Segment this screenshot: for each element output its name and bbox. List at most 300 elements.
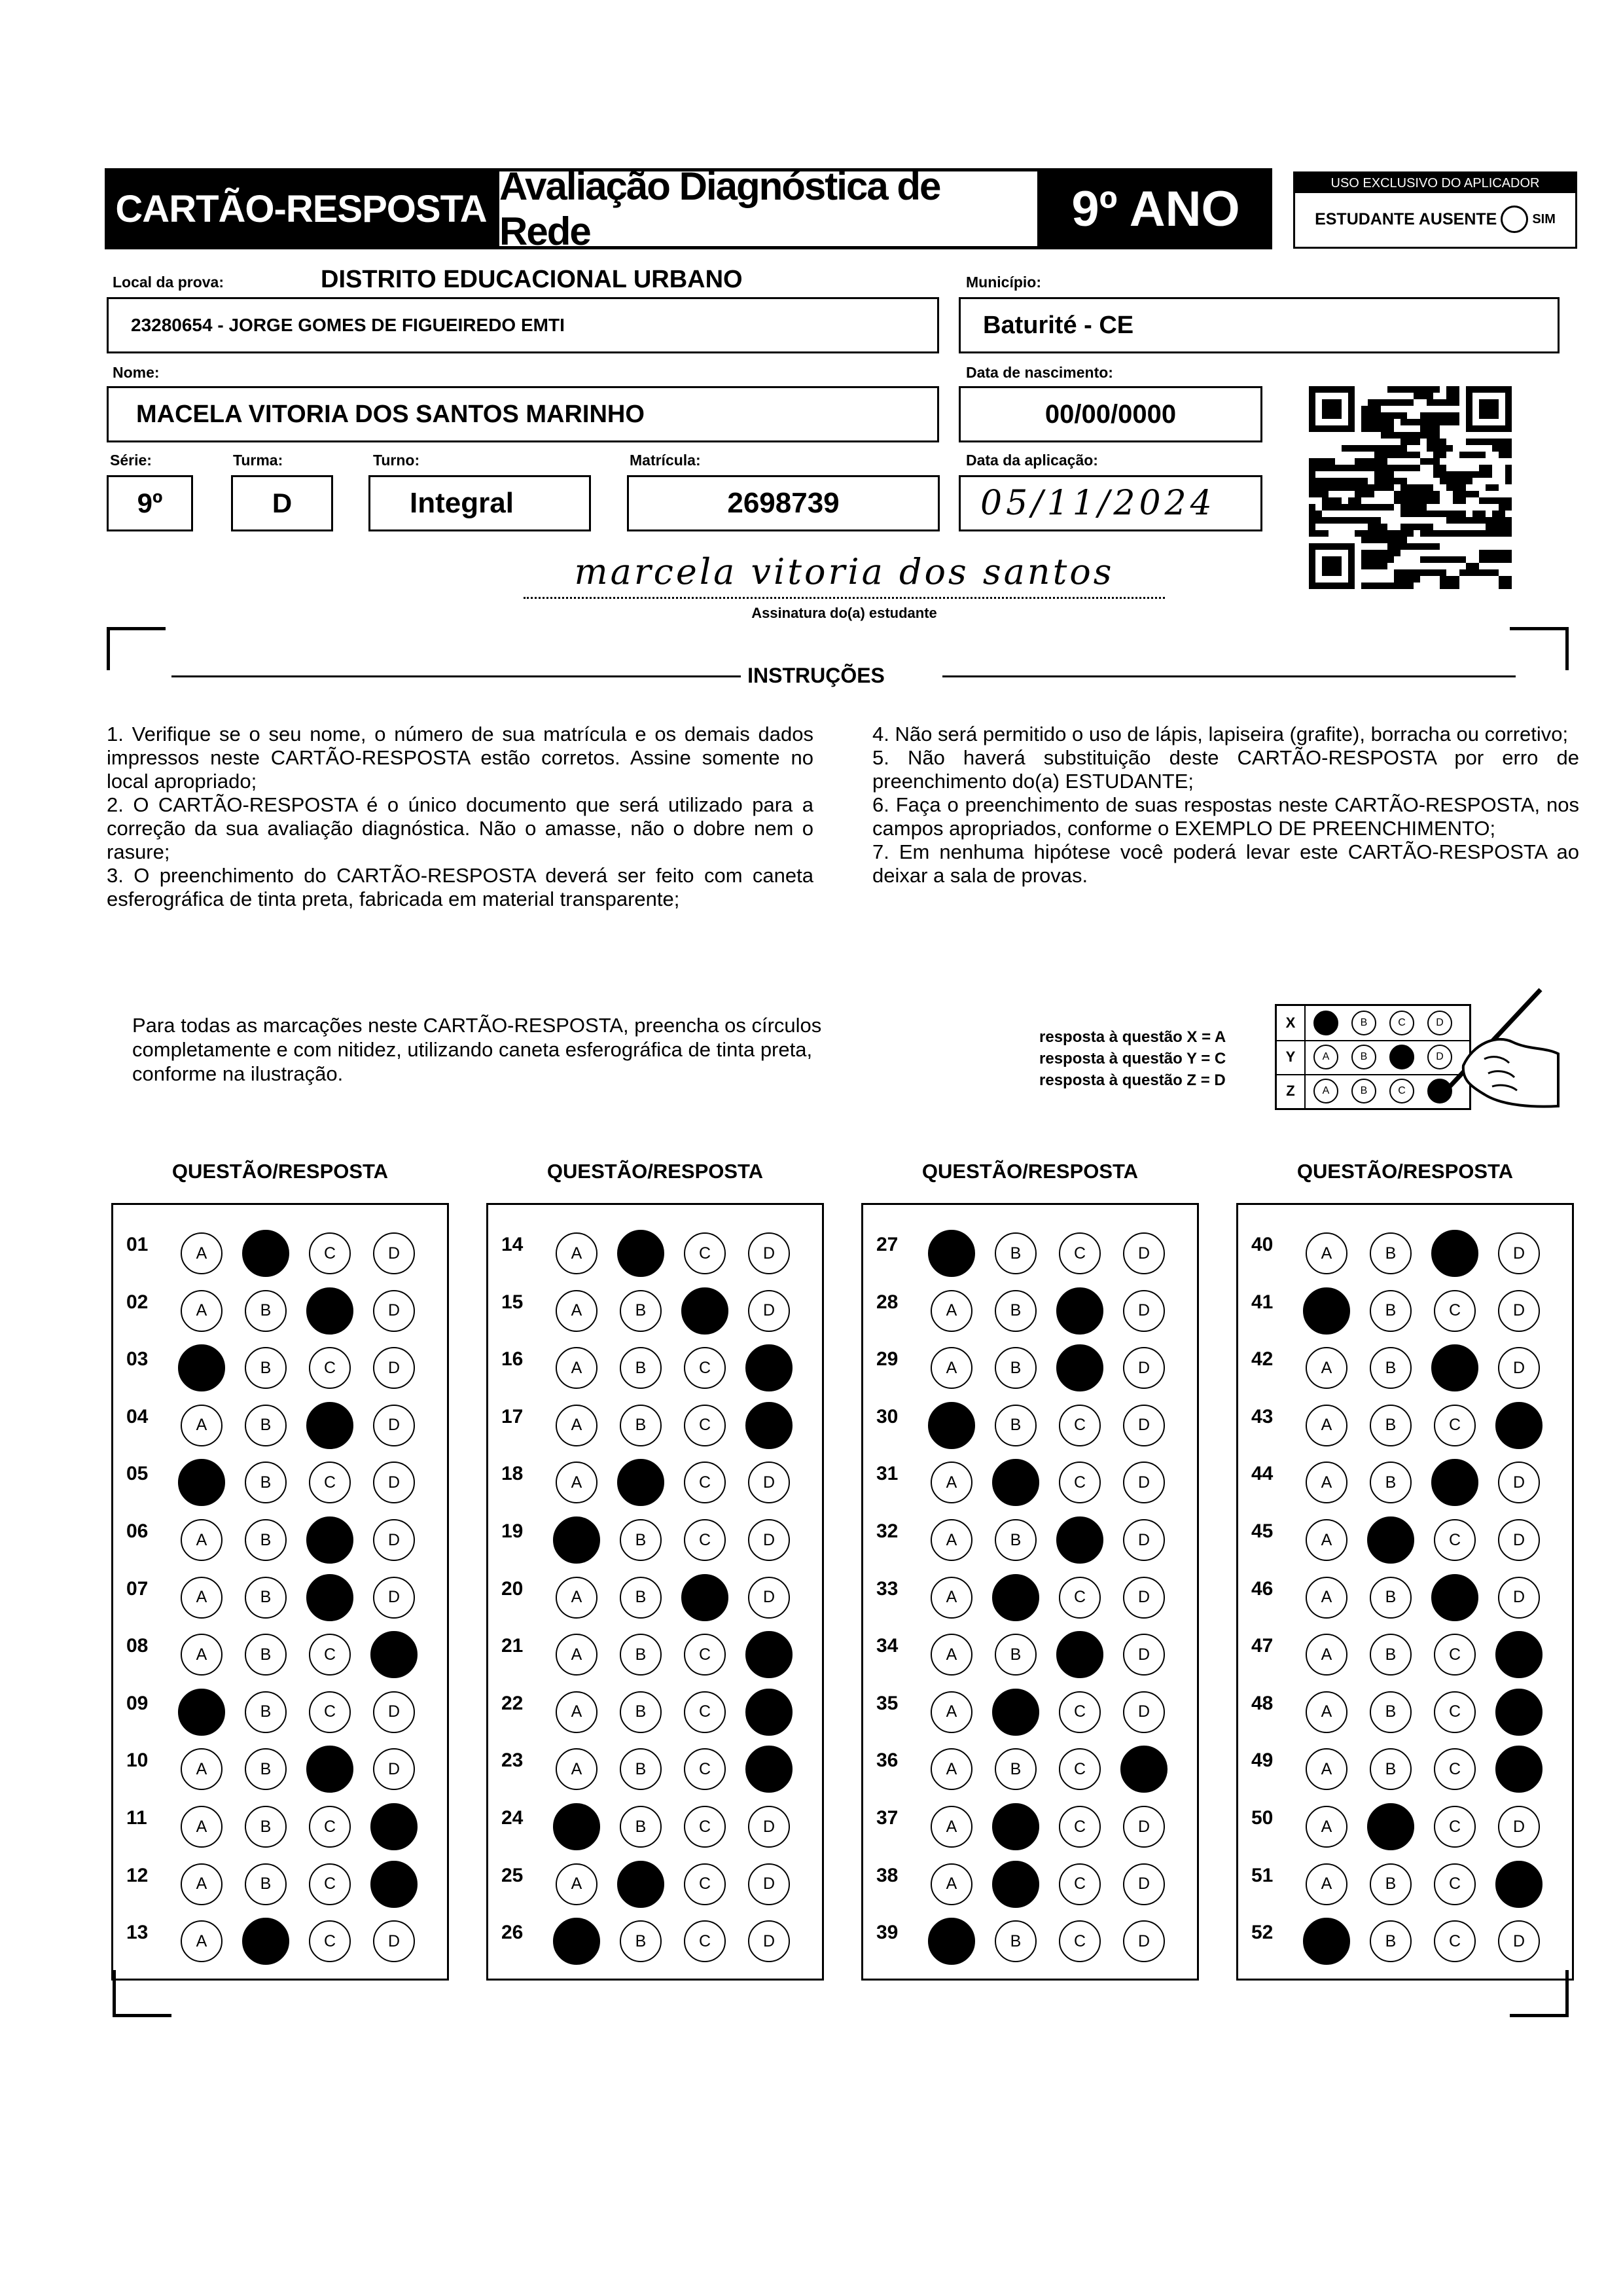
question-row [488, 1390, 822, 1447]
answer-bubble-c[interactable]: C [1434, 1519, 1476, 1561]
answer-bubble-a[interactable]: A [181, 1920, 223, 1962]
question-row [863, 1447, 1197, 1504]
answer-bubble-b[interactable]: B [245, 1634, 287, 1676]
answer-bubble-d[interactable]: D [373, 1462, 415, 1503]
question-row [1238, 1791, 1572, 1848]
corner-mark-bottom-right-v [1565, 1970, 1569, 2017]
answer-bubble-c[interactable]: C [1431, 1344, 1478, 1391]
answer-bubble-a[interactable]: A [556, 1405, 597, 1446]
answer-bubble-c[interactable]: C [309, 1462, 351, 1503]
instruction-1: 1. Verifique se o seu nome, o número de sua matrícula e os demais dados impressos neste CARTÃO-RESPOSTA estão corretos. Assine somente no local apropriado; [107, 723, 813, 793]
answer-bubble-a[interactable]: A [178, 1689, 225, 1736]
answer-bubble-b[interactable]: B [1370, 1232, 1412, 1274]
answer-bubble-c[interactable]: C [309, 1634, 351, 1676]
answer-bubble-c[interactable]: C [309, 1232, 351, 1274]
answer-bubble-b[interactable]: B [245, 1691, 287, 1733]
question-number: 46 [1251, 1577, 1274, 1600]
answer-bubble-d[interactable]: D [1123, 1405, 1165, 1446]
answer-bubble-d[interactable]: D [370, 1861, 418, 1908]
question-row [1238, 1390, 1572, 1447]
question-number: 14 [501, 1234, 524, 1255]
answer-bubble-d[interactable]: D [748, 1519, 790, 1561]
question-number: 08 [126, 1635, 149, 1657]
answer-bubble-a[interactable]: A [1306, 1232, 1347, 1274]
question-row [113, 1505, 447, 1562]
answer-bubble-d[interactable]: D [1123, 1290, 1165, 1332]
answer-bubble-d[interactable]: D [1123, 1806, 1165, 1848]
answer-bubble-a[interactable]: A [1306, 1519, 1347, 1561]
answer-bubble-b[interactable]: B [617, 1230, 664, 1277]
answer-bubble-d[interactable]: D [1498, 1920, 1540, 1962]
answer-bubble-a[interactable]: A [931, 1577, 972, 1619]
answer-bubble-d[interactable]: D [1498, 1347, 1540, 1389]
answer-bubble-c[interactable]: C [684, 1232, 726, 1274]
answer-bubble-c[interactable]: C [309, 1691, 351, 1733]
turno-label: Turno: [373, 452, 420, 469]
answer-bubble-c[interactable]: C [1059, 1920, 1101, 1962]
answer-bubble-b[interactable]: B [245, 1405, 287, 1446]
answer-bubble-c[interactable]: C [1056, 1287, 1103, 1335]
answer-bubble-a[interactable]: A [556, 1863, 597, 1905]
answer-bubble-c[interactable]: C [1431, 1459, 1478, 1506]
answer-bubble-d[interactable]: D [1120, 1746, 1168, 1793]
question-row [488, 1619, 822, 1676]
answer-bubble-d[interactable]: D [373, 1405, 415, 1446]
answer-bubble-c[interactable]: C [1431, 1230, 1478, 1277]
example-bubble-b: B [1351, 1011, 1376, 1035]
answer-bubble-c[interactable]: C [1059, 1577, 1101, 1619]
legend-z: resposta à questão Z = D [1039, 1071, 1226, 1089]
answer-bubble-b[interactable]: B [995, 1748, 1037, 1790]
signature-label: Assinatura do(a) estudante [751, 605, 937, 621]
answer-bubble-a[interactable]: A [931, 1347, 972, 1389]
question-number: 41 [1251, 1291, 1274, 1313]
question-number: 28 [876, 1291, 899, 1313]
grade-title: 9º ANO [1071, 181, 1240, 237]
answer-bubble-a[interactable]: A [931, 1519, 972, 1561]
answer-bubble-b[interactable]: B [1370, 1462, 1412, 1503]
answer-bubble-a[interactable]: A [1306, 1691, 1347, 1733]
aplicacao-value: 05/11/2024 [980, 484, 1216, 523]
answer-bubble-d[interactable]: D [1498, 1462, 1540, 1503]
answer-bubble-a[interactable]: A [181, 1748, 223, 1790]
question-number: 25 [501, 1864, 524, 1886]
answer-bubble-d[interactable]: D [748, 1577, 790, 1619]
example-bubble-a: A [1313, 1011, 1338, 1035]
answer-bubble-a[interactable]: A [931, 1462, 972, 1503]
exam-title: Avaliação Diagnóstica de Rede [499, 164, 940, 253]
answer-bubble-b[interactable]: B [245, 1806, 287, 1848]
question-number: 21 [501, 1635, 524, 1657]
answer-bubble-c[interactable]: C [684, 1347, 726, 1389]
question-row [488, 1562, 822, 1619]
answer-bubble-c[interactable]: C [1059, 1691, 1101, 1733]
answer-bubble-d[interactable]: D [745, 1402, 793, 1449]
answer-bubble-a[interactable]: A [181, 1634, 223, 1676]
answer-bubble-d[interactable]: D [748, 1920, 790, 1962]
question-row [863, 1906, 1197, 1963]
answer-bubble-d[interactable]: D [370, 1803, 418, 1850]
answer-bubble-c[interactable]: C [681, 1574, 728, 1621]
answer-bubble-a[interactable]: A [1306, 1748, 1347, 1790]
answer-bubble-d[interactable]: D [745, 1344, 793, 1391]
answer-bubble-b[interactable]: B [245, 1347, 287, 1389]
answer-bubble-b[interactable]: B [1370, 1577, 1412, 1619]
answer-bubble-b[interactable]: B [995, 1519, 1037, 1561]
answer-bubble-b[interactable]: B [1370, 1290, 1412, 1332]
answer-bubble-a[interactable]: A [553, 1516, 600, 1564]
question-row [1238, 1619, 1572, 1676]
answer-bubble-c[interactable]: C [684, 1519, 726, 1561]
answer-bubble-b[interactable]: B [620, 1748, 662, 1790]
answer-bubble-b[interactable]: B [620, 1290, 662, 1332]
answer-bubble-d[interactable]: D [373, 1290, 415, 1332]
answer-bubble-d[interactable]: D [1123, 1519, 1165, 1561]
question-number: 18 [501, 1463, 524, 1485]
answer-bubble-d[interactable]: D [1123, 1863, 1165, 1905]
question-number: 36 [876, 1749, 899, 1772]
answer-bubble-c[interactable]: C [1056, 1631, 1103, 1678]
answer-bubble-a[interactable]: A [1306, 1863, 1347, 1905]
answer-bubble-c[interactable]: C [684, 1920, 726, 1962]
question-row [863, 1791, 1197, 1848]
answer-bubble-c[interactable]: C [684, 1691, 726, 1733]
answer-bubble-a[interactable]: A [556, 1290, 597, 1332]
answer-bubble-a[interactable]: A [1306, 1405, 1347, 1446]
answer-bubble-b[interactable]: B [995, 1920, 1037, 1962]
answer-bubble-a[interactable]: A [181, 1519, 223, 1561]
answer-bubble-d[interactable]: D [1123, 1462, 1165, 1503]
answer-bubble-a[interactable]: A [931, 1863, 972, 1905]
question-number: 17 [501, 1405, 524, 1427]
answer-bubble-d[interactable]: D [1498, 1806, 1540, 1848]
answer-bubble-c[interactable]: C [1434, 1290, 1476, 1332]
example-legend [1039, 1026, 1226, 1091]
answer-bubble-a[interactable]: A [1306, 1806, 1347, 1848]
answer-bubble-d[interactable]: D [1123, 1634, 1165, 1676]
answer-bubble-d[interactable]: D [373, 1232, 415, 1274]
answer-bubble-b[interactable]: B [620, 1634, 662, 1676]
answer-bubble-a[interactable]: A [556, 1232, 597, 1274]
answer-bubble-a[interactable]: A [181, 1577, 223, 1619]
applicator-box [1293, 171, 1577, 249]
question-number: 27 [876, 1234, 899, 1255]
answer-bubble-b[interactable]: B [242, 1230, 289, 1277]
answer-bubble-c[interactable]: C [1431, 1574, 1478, 1621]
answer-bubble-c[interactable]: C [684, 1405, 726, 1446]
answer-bubble-b[interactable]: B [242, 1918, 289, 1965]
question-row [863, 1333, 1197, 1390]
answer-bubble-d[interactable]: D [1123, 1920, 1165, 1962]
answer-bubble-c[interactable]: C [684, 1634, 726, 1676]
answer-bubble-b[interactable]: B [1367, 1803, 1414, 1850]
question-row [113, 1849, 447, 1906]
answer-bubble-b[interactable]: B [617, 1459, 664, 1506]
answer-bubble-a[interactable]: A [556, 1347, 597, 1389]
example-bubble-a: A [1313, 1079, 1338, 1103]
instructions-left [107, 723, 813, 911]
answer-bubble-d[interactable]: D [748, 1863, 790, 1905]
answer-bubble-d[interactable]: D [1495, 1746, 1543, 1793]
answer-bubble-c[interactable]: C [1434, 1920, 1476, 1962]
answer-bubble-b[interactable]: B [620, 1577, 662, 1619]
example-bubble-d: D [1427, 1079, 1452, 1103]
answer-bubble-a[interactable]: A [1306, 1577, 1347, 1619]
answer-bubble-b[interactable]: B [992, 1459, 1039, 1506]
answer-bubble-c[interactable]: C [1056, 1344, 1103, 1391]
answer-bubble-c[interactable]: C [1059, 1748, 1101, 1790]
corner-mark-bottom-right-h [1510, 2014, 1569, 2017]
answer-bubble-a[interactable]: A [181, 1405, 223, 1446]
signature: marcela vitoria dos santos [574, 551, 1115, 592]
answer-bubble-d[interactable]: D [373, 1347, 415, 1389]
answer-bubble-c[interactable]: C [1056, 1516, 1103, 1564]
answer-bubble-a[interactable]: A [931, 1806, 972, 1848]
instruction-6: 6. Faça o preenchimento de suas respostas neste CARTÃO-RESPOSTA, nos campos apropriados, conforme o EXEMPLO DE PREENCHIMENTO; [872, 793, 1579, 840]
answer-bubble-c[interactable]: C [309, 1863, 351, 1905]
answer-bubble-b[interactable]: B [1370, 1863, 1412, 1905]
answer-bubble-c[interactable]: C [306, 1746, 353, 1793]
answer-bubble-d[interactable]: D [373, 1748, 415, 1790]
question-number: 34 [876, 1635, 899, 1657]
answer-bubble-c[interactable]: C [1434, 1634, 1476, 1676]
municipio-value: Baturité - CE [983, 311, 1134, 339]
answer-bubble-d[interactable]: D [1495, 1689, 1543, 1736]
answer-bubble-a[interactable]: A [1306, 1347, 1347, 1389]
question-row [113, 1906, 447, 1963]
answer-bubble-b[interactable]: B [995, 1405, 1037, 1446]
question-number: 39 [876, 1922, 899, 1944]
question-number: 48 [1251, 1692, 1274, 1714]
answer-bubble-b[interactable]: B [995, 1634, 1037, 1676]
answer-bubble-b[interactable]: B [245, 1577, 287, 1619]
school-field [107, 297, 939, 353]
answer-bubble-d[interactable]: D [1123, 1232, 1165, 1274]
instruction-7: 7. Em nenhuma hipótese você poderá levar este CARTÃO-RESPOSTA ao deixar a sala de provas. [872, 840, 1579, 887]
answer-bubble-a[interactable]: A [928, 1402, 975, 1449]
answer-bubble-a[interactable]: A [928, 1918, 975, 1965]
answer-bubble-a[interactable]: A [553, 1918, 600, 1965]
question-row [863, 1849, 1197, 1906]
answer-bubble-b[interactable]: B [1370, 1405, 1412, 1446]
answer-bubble-c[interactable]: C [684, 1806, 726, 1848]
local-label: Local da prova: [113, 274, 224, 291]
answer-column-4 [1236, 1203, 1574, 1981]
answer-bubble-b[interactable]: B [1370, 1920, 1412, 1962]
column-header-1: QUESTÃO/RESPOSTA [171, 1160, 389, 1183]
answer-bubble-d[interactable]: D [748, 1290, 790, 1332]
answer-bubble-a[interactable]: A [1303, 1287, 1350, 1335]
matricula-label: Matrícula: [630, 452, 701, 469]
question-number: 16 [501, 1348, 524, 1371]
answer-bubble-b[interactable]: B [245, 1462, 287, 1503]
answer-bubble-b[interactable]: B [992, 1861, 1039, 1908]
answer-bubble-b[interactable]: B [620, 1405, 662, 1446]
answer-bubble-c[interactable]: C [1434, 1806, 1476, 1848]
answer-bubble-a[interactable]: A [1303, 1918, 1350, 1965]
aplicacao-label: Data da aplicação: [966, 452, 1098, 469]
answer-bubble-d[interactable]: D [1498, 1232, 1540, 1274]
answer-bubble-a[interactable]: A [931, 1748, 972, 1790]
answer-bubble-c[interactable]: C [306, 1574, 353, 1621]
answer-bubble-d[interactable]: D [748, 1806, 790, 1848]
question-number: 43 [1251, 1405, 1274, 1427]
answer-bubble-d[interactable]: D [1123, 1577, 1165, 1619]
answer-bubble-c[interactable]: C [1434, 1691, 1476, 1733]
question-number: 32 [876, 1520, 899, 1542]
answer-bubble-a[interactable]: A [181, 1806, 223, 1848]
question-number: 11 [126, 1807, 147, 1829]
answer-bubble-b[interactable]: B [245, 1748, 287, 1790]
answer-bubble-b[interactable]: B [620, 1806, 662, 1848]
answer-bubble-c[interactable]: C [684, 1462, 726, 1503]
answer-bubble-b[interactable]: B [1370, 1691, 1412, 1733]
question-row [488, 1677, 822, 1734]
answer-bubble-b[interactable]: B [620, 1691, 662, 1733]
question-number: 04 [126, 1405, 149, 1427]
answer-bubble-a[interactable]: A [556, 1462, 597, 1503]
answer-bubble-d[interactable]: D [1498, 1577, 1540, 1619]
answer-bubble-c[interactable]: C [306, 1516, 353, 1564]
answer-bubble-d[interactable]: D [748, 1462, 790, 1503]
answer-bubble-c[interactable]: C [1059, 1232, 1101, 1274]
answer-bubble-a[interactable]: A [556, 1634, 597, 1676]
question-row [863, 1390, 1197, 1447]
question-row [488, 1505, 822, 1562]
absent-checkbox[interactable] [1501, 206, 1528, 233]
answer-bubble-d[interactable]: D [373, 1920, 415, 1962]
answer-bubble-c[interactable]: C [1434, 1863, 1476, 1905]
answer-bubble-c[interactable]: C [1434, 1748, 1476, 1790]
answer-bubble-b[interactable]: B [245, 1863, 287, 1905]
answer-bubble-b[interactable]: B [992, 1803, 1039, 1850]
answer-bubble-c[interactable]: C [1059, 1863, 1101, 1905]
corner-mark-top-right-v [1565, 627, 1569, 670]
answer-bubble-c[interactable]: C [1434, 1405, 1476, 1446]
yes-label: SIM [1532, 211, 1556, 226]
question-number: 31 [876, 1463, 899, 1485]
answer-bubble-c[interactable]: C [309, 1347, 351, 1389]
answer-bubble-a[interactable]: A [931, 1634, 972, 1676]
answer-bubble-b[interactable]: B [1370, 1748, 1412, 1790]
answer-bubble-c[interactable]: C [306, 1402, 353, 1449]
question-number: 02 [126, 1291, 149, 1313]
question-row [1238, 1906, 1572, 1963]
answer-bubble-b[interactable]: B [1370, 1347, 1412, 1389]
question-row [113, 1677, 447, 1734]
question-row [113, 1276, 447, 1333]
answer-bubble-d[interactable]: D [373, 1577, 415, 1619]
answer-bubble-b[interactable]: B [1367, 1516, 1414, 1564]
answer-bubble-d[interactable]: D [1495, 1402, 1543, 1449]
answer-bubble-d[interactable]: D [1495, 1631, 1543, 1678]
answer-bubble-a[interactable]: A [1306, 1462, 1347, 1503]
answer-bubble-d[interactable]: D [373, 1691, 415, 1733]
question-row [488, 1447, 822, 1504]
answer-bubble-c[interactable]: C [309, 1806, 351, 1848]
question-number: 38 [876, 1864, 899, 1886]
corner-mark-top-left-v [107, 627, 110, 670]
qr-code [1309, 386, 1512, 589]
question-row [1238, 1677, 1572, 1734]
answer-bubble-a[interactable]: A [181, 1863, 223, 1905]
answer-bubble-a[interactable]: A [556, 1577, 597, 1619]
question-row [113, 1562, 447, 1619]
answer-bubble-c[interactable]: C [681, 1287, 728, 1335]
answer-bubble-a[interactable]: A [931, 1290, 972, 1332]
answer-bubble-b[interactable]: B [995, 1290, 1037, 1332]
question-number: 07 [126, 1577, 149, 1600]
answer-bubble-d[interactable]: D [1498, 1290, 1540, 1332]
hand-pen-icon [1424, 982, 1561, 1113]
answer-bubble-d[interactable]: D [745, 1631, 793, 1678]
answer-bubble-d[interactable]: D [745, 1746, 793, 1793]
question-row [863, 1505, 1197, 1562]
answer-bubble-c[interactable]: C [684, 1748, 726, 1790]
answer-bubble-d[interactable]: D [745, 1689, 793, 1736]
question-number: 40 [1251, 1234, 1274, 1255]
answer-bubble-a[interactable]: A [178, 1344, 225, 1391]
turno-field [368, 475, 591, 531]
answer-bubble-d[interactable]: D [1498, 1519, 1540, 1561]
answer-bubble-b[interactable]: B [245, 1519, 287, 1561]
answer-bubble-a[interactable]: A [553, 1803, 600, 1850]
answer-bubble-b[interactable]: B [620, 1519, 662, 1561]
question-number: 12 [126, 1864, 149, 1886]
answer-bubble-c[interactable]: C [306, 1287, 353, 1335]
answer-column-1 [111, 1203, 449, 1981]
answer-bubble-a[interactable]: A [1306, 1634, 1347, 1676]
answer-bubble-a[interactable]: A [181, 1290, 223, 1332]
answer-bubble-b[interactable]: B [992, 1689, 1039, 1736]
answer-bubble-d[interactable]: D [1495, 1861, 1543, 1908]
answer-bubble-a[interactable]: A [556, 1748, 597, 1790]
answer-bubble-d[interactable]: D [748, 1232, 790, 1274]
answer-bubble-c[interactable]: C [1059, 1462, 1101, 1503]
answer-bubble-c[interactable]: C [684, 1863, 726, 1905]
answer-bubble-d[interactable]: D [370, 1631, 418, 1678]
answer-bubble-d[interactable]: D [1123, 1691, 1165, 1733]
example-bubble-b: B [1351, 1079, 1376, 1103]
answer-bubble-b[interactable]: B [245, 1290, 287, 1332]
answer-bubble-b[interactable]: B [995, 1232, 1037, 1274]
answer-bubble-d[interactable]: D [373, 1519, 415, 1561]
answer-bubble-a[interactable]: A [178, 1459, 225, 1506]
question-number: 51 [1251, 1864, 1274, 1886]
answer-bubble-a[interactable]: A [556, 1691, 597, 1733]
answer-bubble-d[interactable]: D [1123, 1347, 1165, 1389]
turma-field [231, 475, 333, 531]
question-number: 24 [501, 1807, 524, 1829]
answer-bubble-a[interactable]: A [928, 1230, 975, 1277]
answer-bubble-c[interactable]: C [1059, 1806, 1101, 1848]
answer-bubble-a[interactable]: A [181, 1232, 223, 1274]
question-number: 42 [1251, 1348, 1274, 1371]
question-number: 26 [501, 1922, 524, 1944]
answer-bubble-a[interactable]: A [931, 1691, 972, 1733]
answer-bubble-c[interactable]: C [1059, 1405, 1101, 1446]
example-text: Para todas as marcações neste CARTÃO-RESPOSTA, preencha os círculos completamente e com nitidez, utilizando caneta esferográfica de tinta preta, conforme na ilustração. [132, 1014, 822, 1085]
nascimento-field [959, 386, 1262, 442]
answer-bubble-b[interactable]: B [620, 1920, 662, 1962]
question-row [1238, 1447, 1572, 1504]
answer-bubble-b[interactable]: B [992, 1574, 1039, 1621]
answer-bubble-b[interactable]: B [995, 1347, 1037, 1389]
answer-bubble-c[interactable]: C [309, 1920, 351, 1962]
answer-bubble-b[interactable]: B [620, 1347, 662, 1389]
answer-bubble-b[interactable]: B [617, 1861, 664, 1908]
answer-bubble-b[interactable]: B [1370, 1634, 1412, 1676]
